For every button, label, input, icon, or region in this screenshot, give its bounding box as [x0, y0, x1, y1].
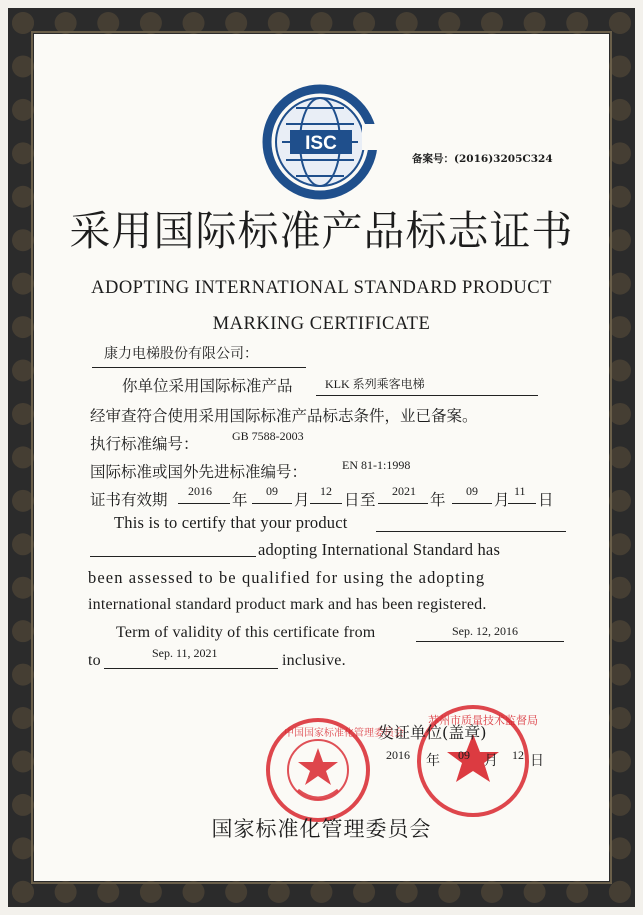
intl-standard-number: EN 81-1:1998 — [342, 458, 411, 472]
company-name: 康力电梯股份有限公司： — [104, 346, 258, 362]
english-product-underline-2 — [90, 556, 256, 557]
to-month: 09 — [466, 484, 478, 498]
issue-year-char: 年 — [426, 753, 440, 769]
year-char-1: 年 — [232, 491, 248, 509]
to-month-underline — [452, 503, 492, 504]
to-year: 2021 — [392, 484, 416, 498]
product-label: 你单位采用国际标准产品 — [122, 377, 293, 395]
issue-month: 09 — [458, 748, 470, 762]
isc-logo — [262, 84, 384, 200]
english-line5: Term of validity of this certificate from — [116, 624, 376, 641]
from-day-underline — [310, 503, 342, 504]
title-chinese: 采用国际标准产品标志证书 — [69, 207, 574, 255]
issue-day: 12 — [512, 748, 524, 762]
issuer-label: 发证单位(盖章) — [378, 723, 487, 742]
to-day: 11 — [514, 484, 526, 498]
month-char-1: 月 — [294, 491, 310, 509]
day-char-1: 日 — [344, 491, 360, 509]
title-english-line2: MARKING CERTIFICATE — [212, 314, 431, 334]
logo-text: ISC — [305, 133, 337, 154]
english-line4: international standard product mark and has been registered. — [88, 596, 487, 613]
validity-label: 证书有效期 — [90, 491, 168, 509]
product-underline — [316, 395, 538, 396]
from-day: 12 — [320, 484, 332, 498]
english-inclusive: inclusive. — [282, 652, 346, 669]
english-to: to — [88, 652, 101, 669]
from-year: 2016 — [188, 484, 212, 498]
local-seal-text: 苏州市质量技术监督局 — [428, 714, 538, 727]
national-seal-text: 中国国家标准化管理委员会 — [284, 728, 404, 739]
english-to-date: Sep. 11, 2021 — [152, 646, 218, 660]
english-line2: adopting International Standard has — [258, 540, 501, 559]
from-month-underline — [252, 503, 292, 504]
to-date-underline — [104, 668, 278, 669]
to-char: 至 — [360, 491, 376, 509]
to-year-underline — [378, 503, 428, 504]
title-english-line1: ADOPTING INTERNATIONAL STANDARD PRODUCT — [91, 278, 552, 298]
english-product-underline — [376, 531, 566, 532]
english-line3: been assessed to be qualified for using the adopting — [88, 568, 486, 587]
day-char-2: 日 — [538, 491, 554, 509]
from-year-underline — [178, 503, 230, 504]
from-date-underline — [416, 641, 564, 642]
month-char-2: 月 — [494, 491, 510, 509]
company-underline — [92, 367, 306, 368]
from-month: 09 — [266, 484, 278, 498]
product-value: KLK 系列乘客电梯 — [325, 377, 425, 391]
standard-number: GB 7588-2003 — [232, 429, 304, 443]
record-number: 备案号：(2016)3205C324 — [412, 153, 553, 165]
issue-day-char: 日 — [530, 753, 544, 769]
standard-label: 执行标准编号： — [90, 435, 199, 453]
review-statement: 经审查符合使用采用国际标准产品标志条件，业已备案。 — [90, 407, 478, 425]
issue-month-char: 月 — [484, 753, 498, 769]
to-day-underline — [508, 503, 536, 504]
english-line1: This is to certify that your product — [114, 513, 348, 532]
year-char-2: 年 — [430, 491, 446, 509]
issuing-authority: 国家标准化管理委员会 — [211, 817, 432, 841]
english-from-date: Sep. 12, 2016 — [452, 624, 518, 638]
intl-standard-label: 国际标准或国外先进标准编号： — [90, 463, 308, 481]
issue-year: 2016 — [386, 748, 410, 762]
